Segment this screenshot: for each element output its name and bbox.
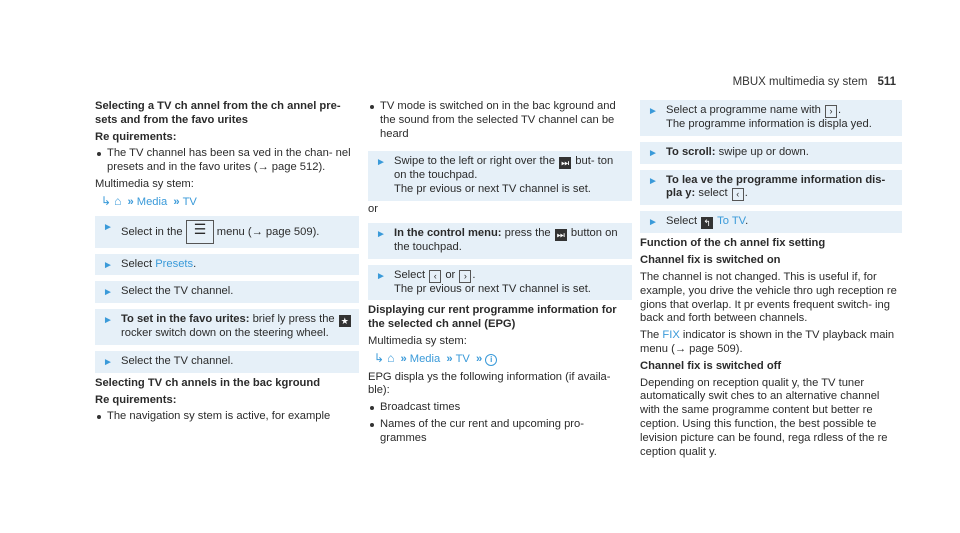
- to-tv-link: To TV: [717, 215, 746, 228]
- list-item: Names of the cur rent and upcoming pro- grammes: [368, 418, 632, 446]
- menu-path: [95, 195, 359, 210]
- paragraph: [640, 329, 902, 357]
- or-text: or: [368, 202, 378, 215]
- instruction-step: [640, 142, 902, 164]
- page-header: [733, 76, 896, 90]
- step-bold: To set in the favo urites:: [121, 313, 250, 326]
- requirement-item: The navigation sy stem is active, for example: [95, 410, 359, 424]
- step-arrow-icon: ►: [103, 315, 113, 327]
- para-text: indicator is shown in the TV playback main menu (→ page 509).: [640, 329, 895, 355]
- paragraph: Depending on reception qualit y, the TV tuner automatically swit ches to an alternative channel with the same programme content but better re ception. Using this function, the best possible te levision picture can be found, rega rdless of the re ception qualit y.: [640, 376, 888, 458]
- chevron-right-icon: ›: [825, 105, 837, 118]
- step-text: Select a programme name with: [666, 104, 821, 116]
- section-heading: Selecting TV ch annels in the bac kground: [95, 376, 321, 389]
- step-text: Select: [666, 215, 698, 228]
- step-text: Select in the: [121, 225, 183, 238]
- step-arrow-icon: ►: [648, 217, 658, 229]
- skip-forward-icon: ⏭: [561, 158, 570, 169]
- chevron-right-icon: ›: [459, 270, 471, 283]
- chevron-icon: »: [476, 352, 483, 365]
- list-item: Broadcast times: [368, 401, 632, 415]
- section-heading: Displaying cur rent programme information for the selected ch annel (EPG): [368, 304, 617, 331]
- column-2: [368, 100, 632, 449]
- step-text: Select the TV channel.: [121, 285, 234, 298]
- step-text: press the: [504, 226, 551, 239]
- path-arrow-icon: ↳: [374, 350, 385, 365]
- step-arrow-icon: ►: [648, 106, 658, 117]
- info-icon: i: [485, 354, 497, 366]
- instruction-step: [640, 211, 902, 233]
- step-arrow-icon: ►: [103, 259, 113, 271]
- epg-text: EPG displa ys the following information (if availa- ble):: [368, 370, 611, 397]
- step-text: .: [837, 104, 842, 116]
- instruction-step: [640, 100, 902, 136]
- home-icon: ⌂: [114, 193, 122, 208]
- step-arrow-icon: ►: [103, 221, 113, 233]
- step-arrow-icon: ►: [103, 287, 113, 299]
- step-text: brief ly press the: [252, 313, 335, 326]
- section-heading: Selecting a TV ch annel from the ch annel pre- sets and from the favo urites: [95, 100, 341, 126]
- step-text: rocker switch down on the steering wheel.: [121, 327, 329, 340]
- multimedia-label: Multimedia sy stem:: [368, 334, 467, 347]
- step-text: Select: [394, 268, 426, 281]
- step-text: .: [472, 268, 476, 281]
- path-item: TV: [182, 195, 197, 208]
- instruction-step: [95, 281, 359, 303]
- instruction-step: [368, 223, 632, 259]
- back-arrow-icon: ↰: [701, 217, 713, 229]
- chevron-left-icon: ‹: [429, 270, 441, 283]
- instruction-step: [368, 151, 632, 201]
- step-arrow-icon: ►: [648, 175, 658, 187]
- chevron-icon: »: [446, 352, 453, 365]
- step-text: Select: [121, 257, 153, 270]
- path-arrow-icon: ↳: [101, 193, 112, 208]
- step-result: The programme information is displa yed.: [666, 118, 872, 130]
- step-text: .: [744, 187, 748, 200]
- step-text: button on the touchpad.: [394, 226, 618, 253]
- requirement-item: TV mode is switched on in the bac kground and the sound from the selected TV channel can be heard: [368, 100, 632, 141]
- chevron-icon: »: [400, 352, 407, 365]
- step-text: Select the TV channel.: [121, 354, 234, 367]
- step-result: The pr evious or next TV channel is set.: [394, 183, 591, 196]
- skip-forward-icon: ⏭: [556, 229, 565, 240]
- step-text: select: [698, 187, 728, 200]
- instruction-step: [95, 351, 359, 373]
- column-3: [640, 100, 902, 462]
- chevron-icon: »: [127, 195, 134, 208]
- subheading: Channel fix is switched off: [640, 359, 782, 372]
- step-bold: In the control menu:: [394, 226, 502, 239]
- instruction-step: [640, 170, 902, 206]
- column-1: [95, 100, 359, 427]
- multimedia-label: Multimedia sy stem:: [95, 177, 194, 190]
- step-text: menu (→ page 509).: [216, 225, 320, 238]
- instruction-step: [95, 216, 359, 248]
- requirement-item: The TV channel has been sa ved in the chan- nel presets and in the favo urites (→ page 512).: [95, 147, 359, 175]
- step-arrow-icon: ►: [376, 157, 386, 169]
- step-bold: To lea ve the programme information dis- pla y:: [666, 173, 886, 200]
- requirements-label: Re quirements:: [95, 130, 177, 143]
- step-text: or: [445, 268, 456, 281]
- menu-icon: [186, 220, 214, 244]
- path-item: Media: [136, 195, 168, 208]
- path-item: Media: [409, 352, 441, 365]
- step-arrow-icon: ►: [103, 356, 113, 368]
- step-text: .: [193, 257, 197, 270]
- step-result: The pr evious or next TV channel is set.: [394, 282, 591, 295]
- menu-path: [368, 352, 632, 367]
- step-bold: To scroll:: [666, 145, 716, 158]
- presets-link: Presets: [155, 257, 194, 270]
- step-text: Swipe to the left or right over the: [394, 155, 556, 168]
- path-item: TV: [455, 352, 470, 365]
- subheading: Channel fix is switched on: [640, 254, 781, 267]
- paragraph: The channel is not changed. This is useful if, for example, you drive the vehicle thro ugh reception re gions that overlap. It pr events frequent switch- ing back and forth between channels.: [640, 270, 897, 325]
- step-arrow-icon: ►: [376, 270, 386, 282]
- para-text: The: [640, 329, 660, 342]
- header-title: MBUX multimedia sy stem: [732, 76, 868, 88]
- section-heading: Function of the ch annel fix setting: [640, 237, 826, 250]
- chevron-icon: »: [173, 195, 180, 208]
- step-arrow-icon: ►: [376, 228, 386, 240]
- instruction-step: [95, 309, 359, 345]
- page-number: 511: [877, 76, 896, 88]
- home-icon: ⌂: [387, 350, 395, 365]
- step-text: but- ton on the touchpad.: [394, 155, 614, 182]
- instruction-step: [95, 254, 359, 276]
- requirements-label: Re quirements:: [95, 393, 177, 406]
- star-icon: ★: [340, 316, 349, 327]
- chevron-left-icon: ‹: [732, 188, 744, 201]
- instruction-step: [368, 265, 632, 301]
- fix-indicator: FIX: [662, 329, 680, 342]
- step-text: swipe up or down.: [718, 145, 809, 158]
- step-arrow-icon: ►: [648, 147, 658, 159]
- step-text: .: [745, 215, 749, 228]
